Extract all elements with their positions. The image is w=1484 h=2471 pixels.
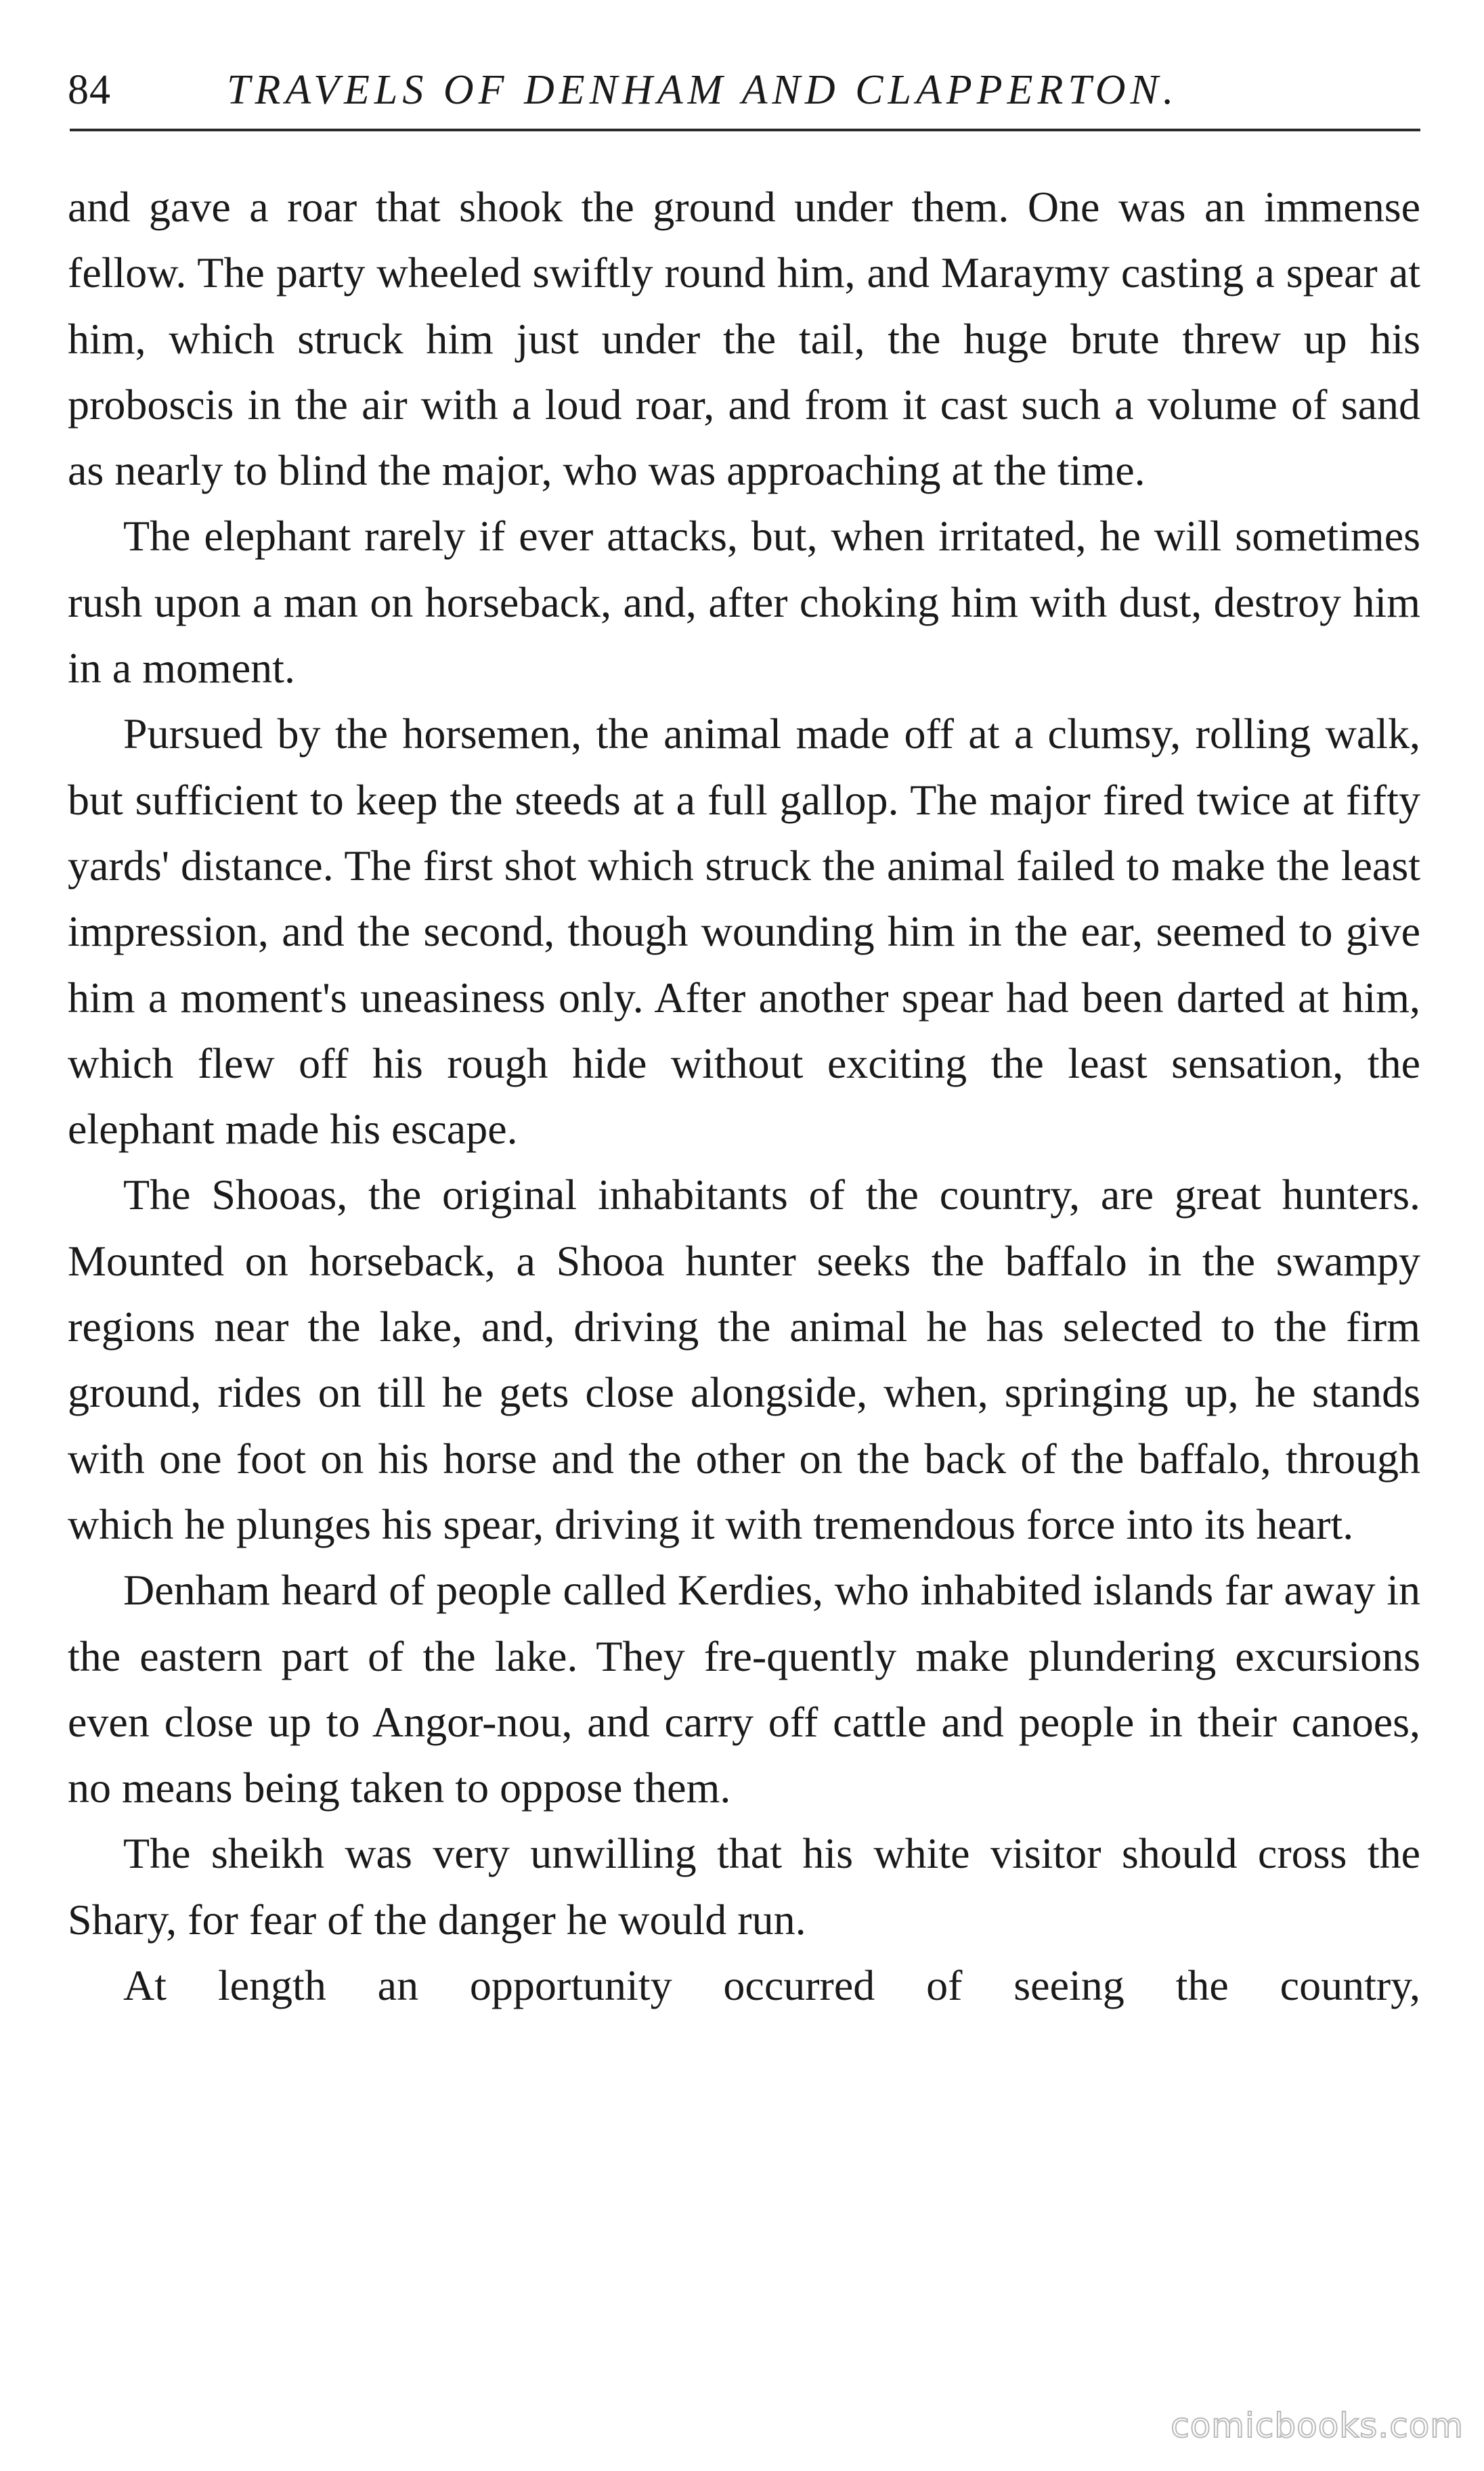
running-title: TRAVELS OF DENHAM AND CLAPPERTON.	[227, 67, 1179, 113]
body-text	[68, 174, 1420, 2018]
paragraph-kerdies: Denham heard of people called Kerdies, who inhabited islands far away in the eastern part of the lake. They fre-quently make plundering excursions even close up to Angor-nou, and carry off cattle and people in their canoes, no means being taken to oppose them.	[68, 1566, 1420, 1812]
paragraph-at-length: At length an opportunity occurred of seeing the country,	[123, 1961, 1420, 2010]
running-head	[68, 60, 1422, 121]
watermark: comicbooks.com	[1171, 2406, 1464, 2445]
paragraph-sheikh: The sheikh was very unwilling that his white visitor should cross the Shary, for fear of the danger he would run.	[68, 1829, 1420, 1944]
page-number: 84	[68, 67, 111, 113]
header-rule	[70, 129, 1420, 131]
paragraph-shooas: The Shooas, the original inhabitants of the country, are great hunters. Mounted on horseback, a Shooa hunter seeks the baffalo in the swampy regions near the lake, and, driving the animal he has selected to the firm ground, rides on till he gets close alongside, when, springing up, he stands with one foot on his horse and the other on the back of the baffalo, through which he plunges his spear, driving it with tremendous force into its heart.	[68, 1171, 1420, 1548]
paragraph-continued: and gave a roar that shook the ground under them. One was an immense fellow. The party wheeled swiftly round him, and Maraymy casting a spear at him, which struck him just under the tail, the huge brute threw up his proboscis in the air with a loud roar, and from it cast such a volume of sand as nearly to blind the major, who was approaching at the time.	[68, 183, 1420, 495]
paragraph-pursued: Pursued by the horsemen, the animal made off at a clumsy, rolling walk, but sufficient to keep the steeds at a full gallop. The major fired twice at fifty yards' distance. The first shot which struck the animal failed to make the least impression, and the second, though wounding him in the ear, seemed to give him a moment's uneasiness only. After another spear had been darted at him, which flew off his rough hide without exciting the least sensation, the elephant made his escape.	[68, 709, 1420, 1154]
paragraph-elephant-attacks: The elephant rarely if ever attacks, but, when irritated, he will sometimes rush upon a man on horseback, and, after choking him with dust, destroy him in a moment.	[68, 512, 1420, 693]
